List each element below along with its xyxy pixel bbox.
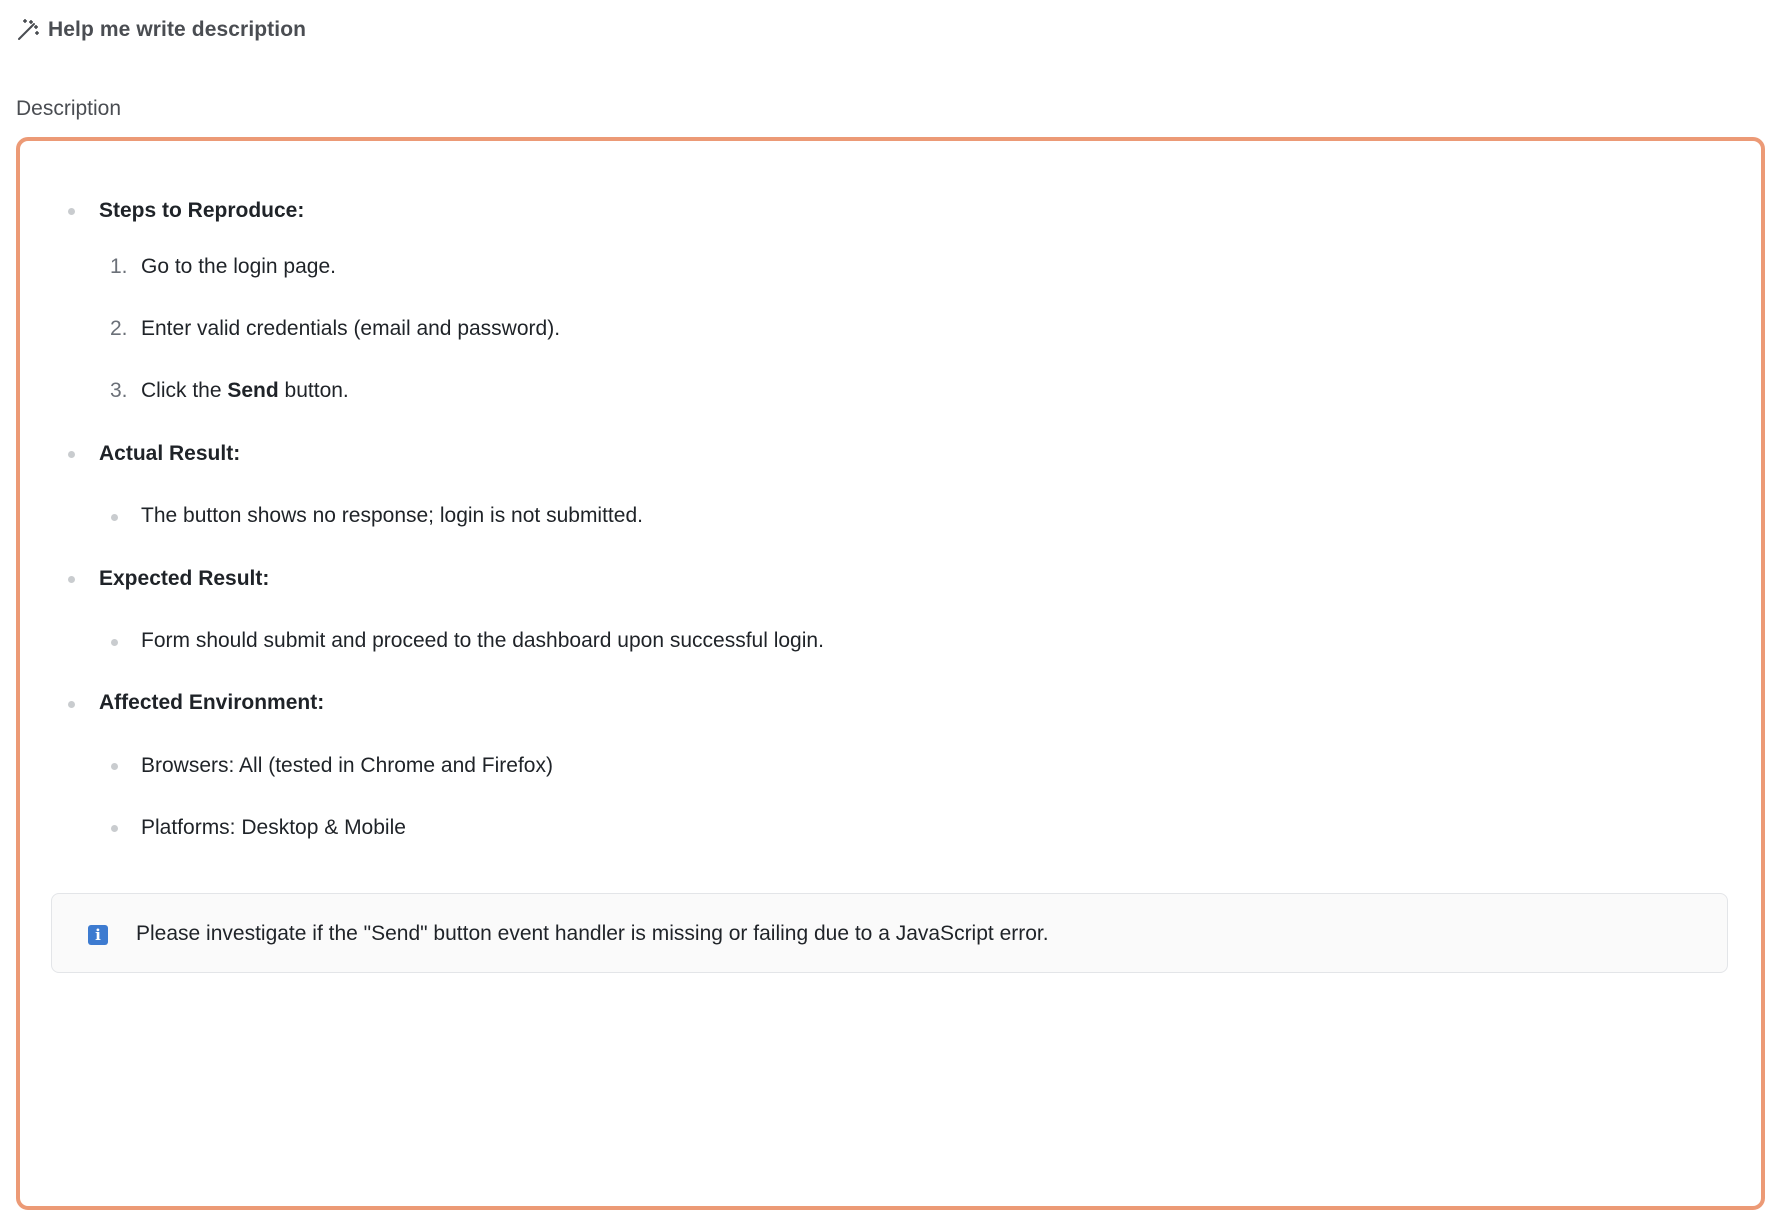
info-icon: i	[88, 925, 108, 945]
actual-result-item: The button shows no response; login is not submitted.	[141, 504, 643, 527]
step-3-bold-send: Send	[227, 379, 279, 402]
expected-result-item: Form should submit and proceed to the dashboard upon successful login.	[141, 629, 824, 652]
description-label: Description	[16, 97, 122, 120]
step-3-text-before: Click the	[141, 379, 228, 402]
list-number: 1.	[110, 255, 128, 278]
environment-item-platforms: Platforms: Desktop & Mobile	[141, 816, 406, 839]
step-3-text-after: button.	[278, 379, 349, 402]
info-panel-text: Please investigate if the "Send" button event handler is missing or failing due to a JavaScript error.	[136, 922, 1049, 945]
list-number: 3.	[110, 379, 128, 402]
help-me-write-label: Help me write description	[48, 18, 307, 41]
description-editor[interactable]	[16, 137, 1765, 1210]
step-item-3	[141, 377, 349, 405]
bullet-dot	[111, 639, 118, 646]
bullet-dot	[111, 514, 118, 521]
section-heading-environment: Affected Environment:	[99, 691, 325, 714]
bullet-dot	[68, 451, 75, 458]
section-heading-steps: Steps to Reproduce:	[99, 199, 305, 222]
bullet-dot	[111, 825, 118, 832]
list-number: 2.	[110, 317, 128, 340]
magic-wand-icon	[16, 18, 40, 42]
section-heading-actual: Actual Result:	[99, 442, 241, 465]
bullet-dot	[111, 763, 118, 770]
step-item-2: Enter valid credentials (email and password).	[141, 317, 561, 340]
editor-content	[20, 141, 1761, 1206]
bullet-dot	[68, 208, 75, 215]
step-item-1: Go to the login page.	[141, 255, 336, 278]
info-panel	[51, 893, 1728, 973]
bullet-dot	[68, 576, 75, 583]
section-heading-expected: Expected Result:	[99, 567, 270, 590]
help-me-write-button[interactable]	[16, 18, 306, 42]
environment-item-browsers: Browsers: All (tested in Chrome and Firefox)	[141, 754, 553, 777]
bullet-dot	[68, 701, 75, 708]
